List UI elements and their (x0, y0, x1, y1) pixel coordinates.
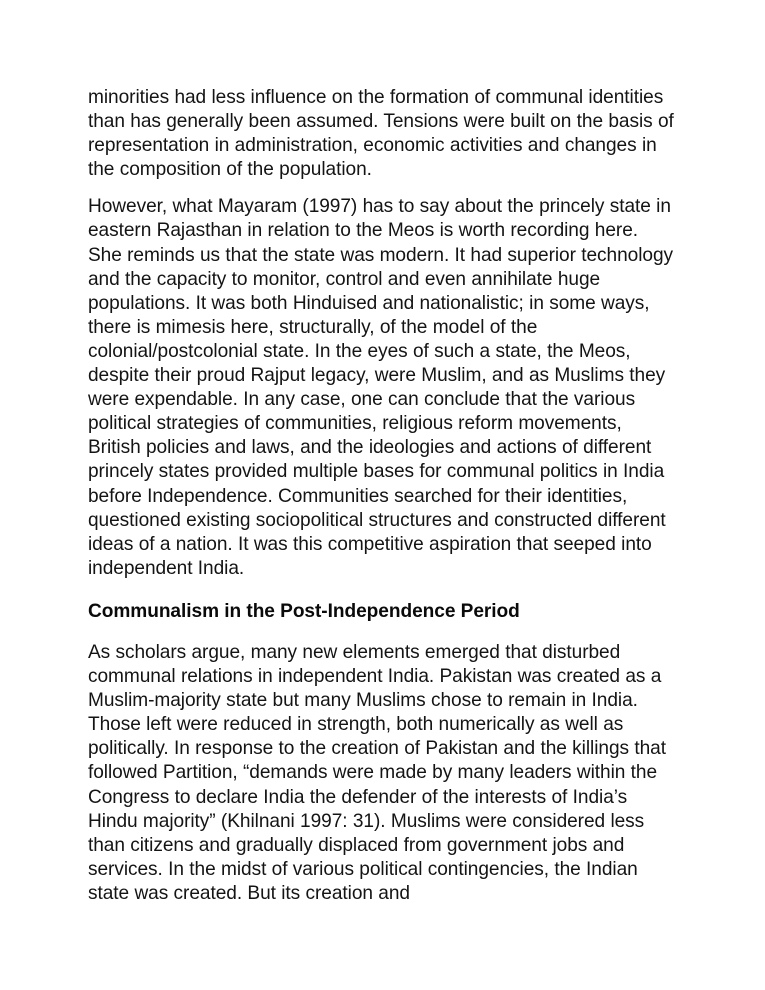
paragraph-post-independence-relations: As scholars argue, many new elements emerged that disturbed communal relations in independent India. Pakistan was created as a Muslim-majority state but many Muslims chose to remain in India. Those left were reduced in strength, both numerically as well as politically. In response to the creation of Pakistan and the killings that followed Partition, “demands were made by many leaders within the Congress to declare India the defender of the interests of India’s Hindu majority” (Khilnani 1997: 31). Muslims were considered less than citizens and gradually displaced from government jobs and services. In the midst of various political contingencies, the Indian state was created. But its creation and (88, 641, 666, 904)
text-column (88, 86, 676, 906)
paragraph-minorities-influence: minorities had less influence on the formation of communal identities than has generally been assumed. Tensions were built on the basis of representation in administration, economic activities and changes in the composition of the population. (88, 87, 674, 181)
paragraph-mayaram-princely-state: However, what Mayaram (1997) has to say about the princely state in eastern Rajasthan in relation to the Meos is worth recording here. She reminds us that the state was modern. It had superior technology and the capacity to monitor, control and even annihilate huge populations. It was both Hinduised and nationalistic; in some ways, there is mimesis here, structurally, of the model of the colonial/postcolonial state. In the eyes of such a state, the Meos, despite their proud Rajput legacy, were Muslim, and as Muslims they were expendable. In any case, one can conclude that the various political strategies of communities, religious reform movements, British policies and laws, and the ideologies and actions of different princely states provided multiple bases for communal politics in India before Independence. Communities searched for their identities, questioned existing sociopolitical structures and constructed different ideas of a nation. It was this competitive aspiration that seeped into independent India. (88, 196, 674, 579)
heading-communalism-post-independence: Communalism in the Post-Independence Period (88, 600, 520, 622)
